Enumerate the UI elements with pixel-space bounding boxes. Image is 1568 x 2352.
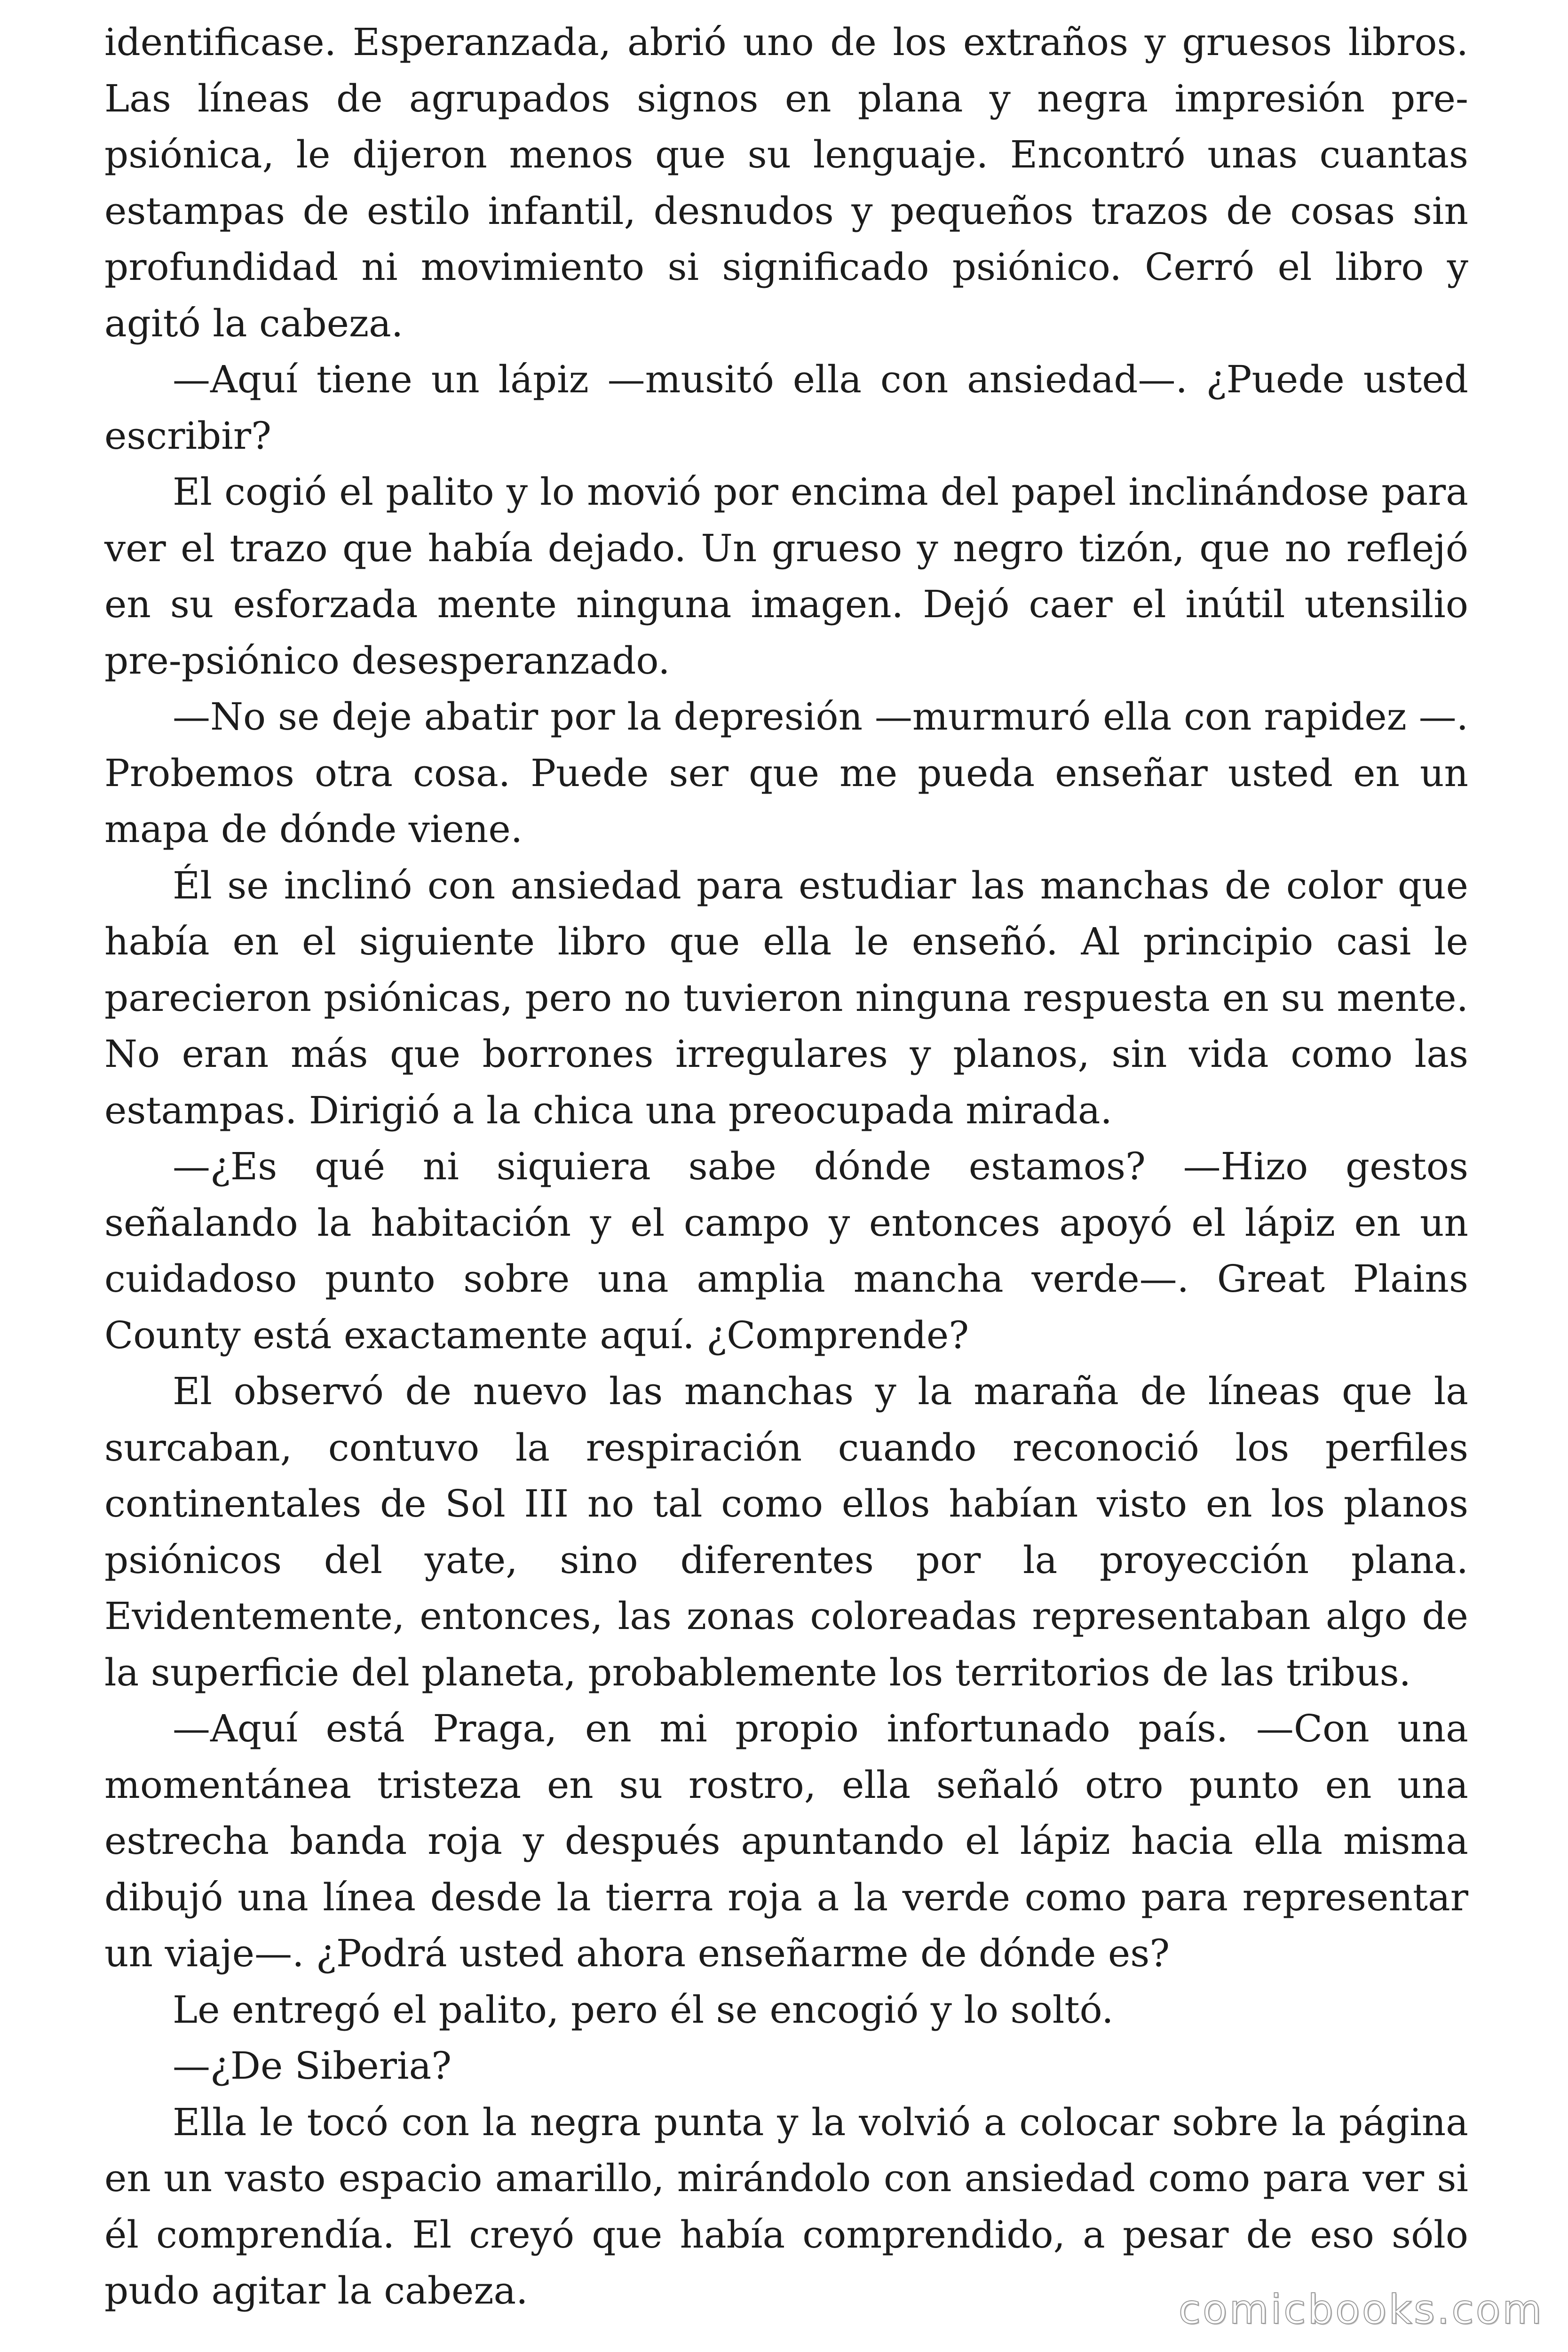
paragraph: Le entregó el palito, pero él se encogió y lo soltó. [173,1987,1114,2032]
book-page [104,14,1468,2338]
paragraph: —No se deje abatir por la depresión —murmuró ella con rapidez —. Probemos otra cosa. Puede ser que me pueda enseñar usted en un mapa de dónde viene. [104,695,1468,851]
paragraph: —¿Es qué ni siquiera sabe dónde estamos? —Hizo gestos señalando la habitación y el campo y entonces apoyó el lápiz en un cuidadoso punto sobre una amplia mancha verde—. Great Plains County está exactamente aquí. ¿Comprende? [104,1144,1468,1357]
paragraph: identificase. Esperanzada, abrió uno de los extraños y gruesos libros. Las líneas de agrupados signos en plana y negra impresión pre-psiónica, le dijeron menos que su lenguaje. Encontró unas cuantas estampas de estilo infantil, desnudos y pequeños trazos de cosas sin profundidad ni movimiento si significado psiónico. Cerró el libro y agitó la cabeza. [104,20,1468,345]
watermark: comicbooks.com [1178,2286,1544,2333]
paragraph: Él se inclinó con ansiedad para estudiar las manchas de color que había en el siguiente libro que ella le enseñó. Al principio casi le parecieron psiónicas, pero no tuvieron ninguna respuesta en su mente. No eran más que borrones irregulares y planos, sin vida como las estampas. Dirigió a la chica una preocupada mirada. [104,863,1468,1132]
paragraph: El cogió el palito y lo movió por encima del papel inclinándose para ver el trazo que había dejado. Un grueso y negro tizón, que no reflejó en su esforzada mente ninguna imagen. Dejó caer el inútil utensilio pre-psiónico desesperanzado. [104,470,1468,683]
paragraph: Ella le tocó con la negra punta y la volvió a colocar sobre la página en un vasto espacio amarillo, mirándolo con ansiedad como para ver si él comprendía. El creyó que había comprendido, a pesar de eso sólo pudo agitar la cabeza. [104,2100,1468,2312]
paragraph: El observó de nuevo las manchas y la maraña de líneas que la surcaban, contuvo la respiración cuando reconoció los perfiles continentales de Sol III no tal como ellos habían visto en los planos psiónicos del yate, sino diferentes por la proyección plana. Evidentemente, entonces, las zonas coloreadas representaban algo de la superficie del planeta, probablemente los territorios de las tribus. [104,1369,1468,1694]
paragraph: —¿De Siberia? [173,2044,452,2088]
paragraph: —Aquí tiene un lápiz —musitó ella con ansiedad—. ¿Puede usted escribir? [104,358,1468,458]
paragraph: —Aquí está Praga, en mi propio infortunado país. —Con una momentánea tristeza en su rostro, ella señaló otro punto en una estrecha banda roja y después apuntando el lápiz hacia ella misma dibujó una línea desde la tierra roja a la verde como para representar un viaje—. ¿Podrá usted ahora enseñarme de dónde es? [104,1707,1468,1975]
